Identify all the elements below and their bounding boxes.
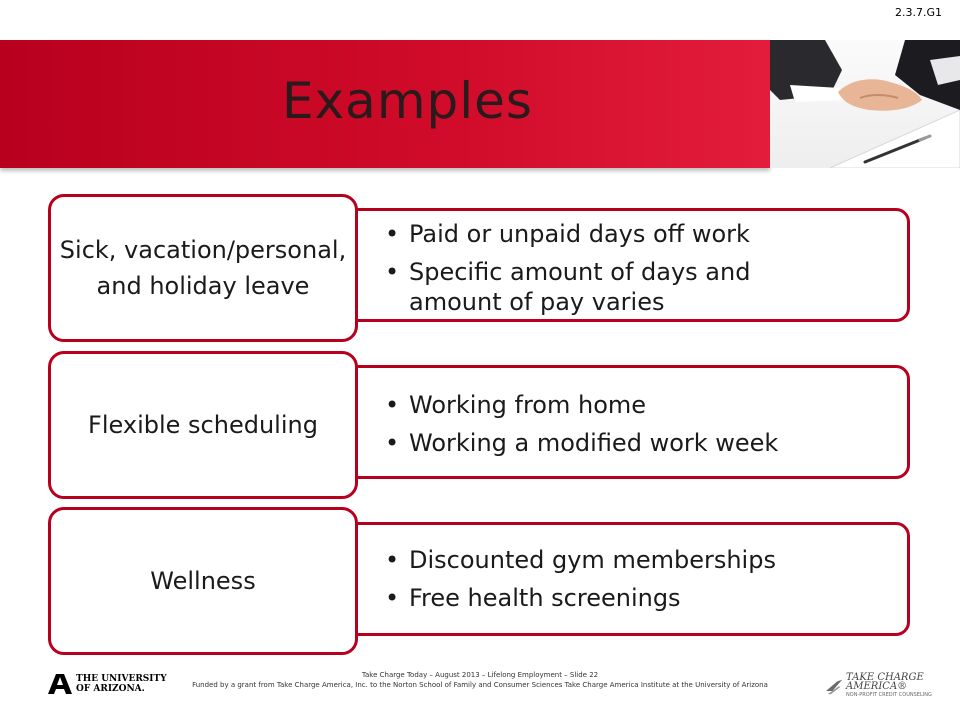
tca-swoosh-icon — [826, 678, 842, 696]
footer — [0, 670, 960, 690]
row-3-details — [300, 522, 910, 636]
slide-number: 2.3.7.G1 — [894, 6, 942, 19]
bullet-item: • Free health screenings — [409, 583, 907, 613]
tca-subtitle: NON-PROFIT CREDIT COUNSELING — [846, 692, 932, 698]
row-1-label: Sick, vacation/personal, and holiday leave — [48, 194, 358, 342]
bullet-item: • Paid or unpaid days off work — [409, 219, 907, 249]
handshake-icon — [770, 40, 960, 168]
row-2-label: Flexible scheduling — [48, 351, 358, 499]
slide-title: Examples — [282, 72, 533, 130]
footer-line1: Take Charge Today – August 2013 – Lifelong Employment – Slide 22 — [361, 671, 599, 679]
row-2-details — [300, 365, 910, 479]
bullet-item: • Working from home — [409, 390, 907, 420]
row-3-label: Wellness — [48, 507, 358, 655]
take-charge-america-logo — [826, 673, 960, 700]
tca-name: TAKE CHARGE AMERICA® — [846, 672, 924, 692]
bullet-item: • Specific amount of days and amount of pay varies — [409, 257, 809, 317]
university-name-line1: THE UNIVERSITY — [76, 674, 167, 684]
row-1-details — [300, 208, 910, 322]
bullet-item: • Discounted gym memberships — [409, 545, 907, 575]
university-name-line2: OF ARIZONA. — [76, 684, 145, 694]
handshake-photo — [770, 40, 960, 168]
footer-line2: Funded by a grant from Take Charge America, Inc. to the Norton School of Family and Consumer Sciences Take Charge America Institute at the University of Arizona — [192, 681, 768, 689]
bullet-item: • Working a modified work week — [409, 428, 907, 458]
